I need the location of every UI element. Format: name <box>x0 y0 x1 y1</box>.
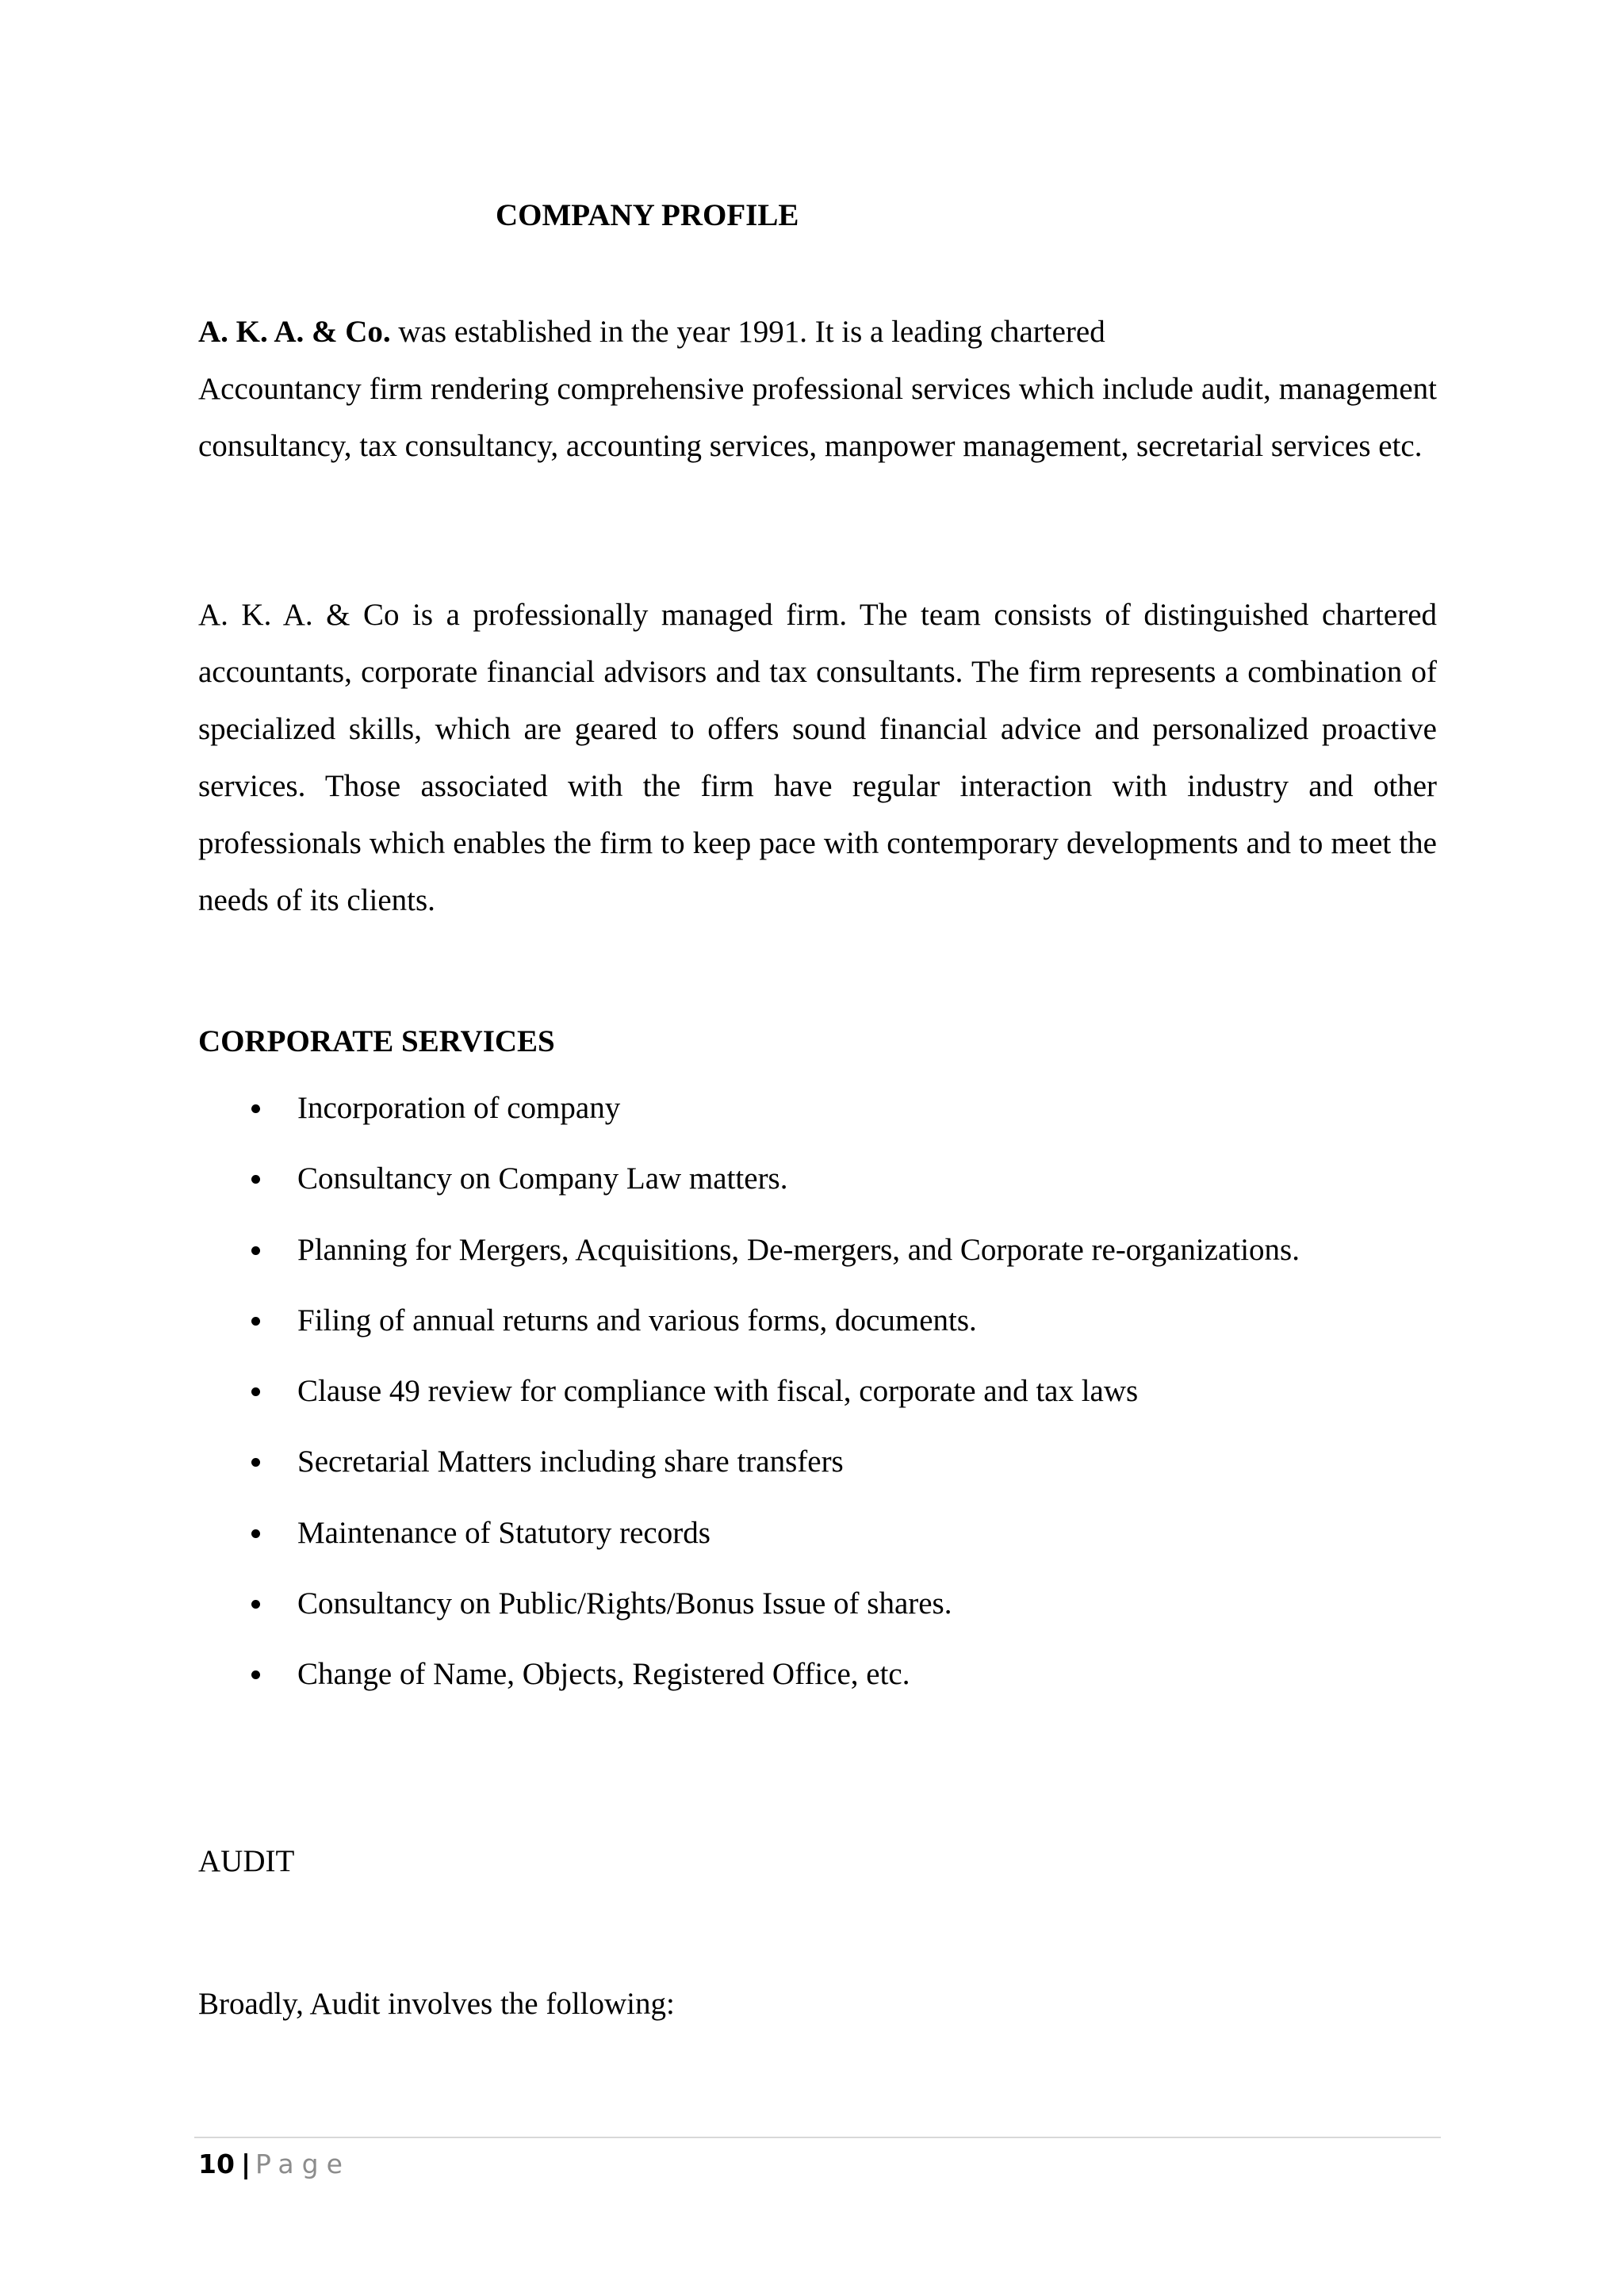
list-item-text: Clause 49 review for compliance with fiscal, corporate and tax laws <box>297 1374 1139 1409</box>
bullet-icon <box>251 1670 260 1679</box>
intro-paragraph <box>198 304 1437 475</box>
list-item <box>198 1369 1300 1440</box>
audit-intro-text: Broadly, Audit involves the following: <box>198 1987 675 2021</box>
list-item <box>198 1652 1300 1723</box>
intro-first-line <box>198 304 1437 361</box>
list-item-text: Maintenance of Statutory records <box>297 1515 710 1550</box>
audit-heading: AUDIT <box>198 1844 295 1878</box>
list-item-text: Planning for Mergers, Acquisitions, De-mergers, and Corporate re-organizations. <box>297 1232 1300 1267</box>
bullet-icon <box>251 1246 260 1255</box>
page-title: COMPANY PROFILE <box>496 198 799 232</box>
intro-first-line-text: was established in the year 1991. It is a leading chartered <box>390 315 1105 349</box>
bullet-icon <box>251 1458 260 1467</box>
list-item-text: Filing of annual returns and various forms, documents. <box>297 1303 977 1337</box>
bullet-icon <box>251 1600 260 1609</box>
list-item <box>198 1440 1300 1510</box>
corporate-services-list <box>198 1086 1300 1724</box>
bullet-icon <box>251 1104 260 1113</box>
list-item-text: Consultancy on Company Law matters. <box>297 1161 788 1196</box>
page-label: Page <box>255 2149 350 2179</box>
footer-separator: | <box>240 2149 251 2179</box>
list-item <box>198 1086 1300 1157</box>
bullet-icon <box>251 1387 260 1396</box>
bullet-icon <box>251 1529 260 1538</box>
footer-divider <box>194 2137 1441 2138</box>
list-item-text: Secretarial Matters including share transfers <box>297 1445 844 1479</box>
page-number: 10 <box>198 2149 235 2179</box>
list-item <box>198 1582 1300 1652</box>
firm-name: A. K. A. & Co. <box>198 315 391 349</box>
list-item <box>198 1511 1300 1582</box>
list-item <box>198 1157 1300 1227</box>
bullet-icon <box>251 1175 260 1184</box>
team-paragraph: A. K. A. & Co is a professionally managed firm. The team consists of distinguished chartered accountants, corporate financial advisors and tax consultants. The firm represents a combination of specialized skills, which are geared to offers sound financial advice and personalized proactive services. Those associated with the firm have regular interaction with industry and other professionals which enables the firm to keep pace with contemporary developments and to meet the needs of its clients. <box>198 598 1437 917</box>
bullet-icon <box>251 1317 260 1326</box>
corporate-services-heading: CORPORATE SERVICES <box>198 1024 555 1058</box>
page-footer <box>198 2145 350 2184</box>
list-item-text: Incorporation of company <box>297 1091 621 1125</box>
list-item <box>198 1299 1300 1369</box>
list-item <box>198 1228 1300 1299</box>
intro-paragraph-text: Accountancy firm rendering comprehensive professional services which include audit, management consultancy, tax consultancy, accounting services, manpower management, secretarial services etc. <box>198 372 1437 463</box>
list-item-text: Consultancy on Public/Rights/Bonus Issue of shares. <box>297 1586 952 1621</box>
list-item-text: Change of Name, Objects, Registered Office, etc. <box>297 1657 910 1692</box>
